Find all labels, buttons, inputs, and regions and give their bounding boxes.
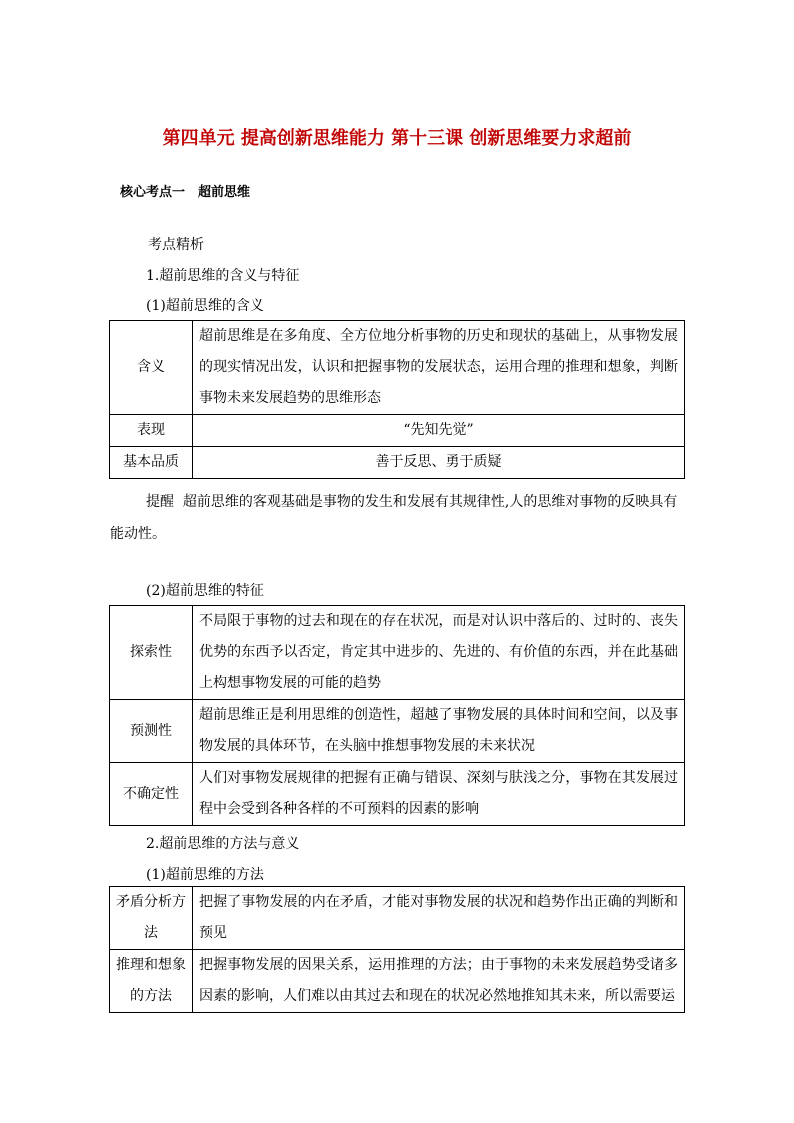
row-key: 含义 <box>110 321 193 415</box>
subheading-2a: (1)超前思维的方法 <box>146 867 264 883</box>
subheading-1: 1.超前思维的含义与特征 <box>146 268 300 284</box>
row-value: 超前思维是在多角度、全方位地分析事物的历史和现状的基础上，从事物发展的现实情况出发，认识和把握事物的发展状态，运用合理的推理和想象，判断事物未来发展趋势的思维形态 <box>193 321 685 415</box>
section-heading: 核心考点一 超前思维 <box>120 185 251 200</box>
row-key: 表现 <box>110 415 193 447</box>
methods-table <box>109 886 685 1013</box>
table-row <box>110 887 685 950</box>
row-key: 基本品质 <box>110 447 193 479</box>
table-row <box>110 700 685 763</box>
table-row <box>110 415 685 447</box>
row-value: 超前思维正是利用思维的创造性，超越了事物发展的具体时间和空间，以及事物发展的具体环节，在头脑中推想事物发展的未来状况 <box>193 700 685 763</box>
reminder-text: 超前思维的客观基础是事物的发生和发展有其规律性,人的思维对事物的反映具有能动性。 <box>110 494 678 542</box>
row-value: 人们对事物发展规律的把握有正确与错误、深刻与肤浅之分，事物在其发展过程中会受到各种各样的不可预料的因素的影响 <box>193 763 685 826</box>
table-row <box>110 321 685 415</box>
row-value: “先知先觉” <box>193 415 685 447</box>
reminder-note <box>110 486 686 550</box>
features-table <box>109 605 685 826</box>
row-key: 推理和想象的方法 <box>110 950 193 1013</box>
reminder-label: 提醒 <box>146 494 174 510</box>
page-title: 第四单元 提高创新思维能力 第十三课 创新思维要力求超前 <box>162 128 632 149</box>
row-value: 把握了事物发展的内在矛盾，才能对事物发展的状况和趋势作出正确的判断和预见 <box>193 887 685 950</box>
table-row <box>110 447 685 479</box>
row-key: 预测性 <box>110 700 193 763</box>
table-row <box>110 763 685 826</box>
row-value: 不局限于事物的过去和现在的存在状况，而是对认识中落后的、过时的、丧失优势的东西予以否定，肯定其中进步的、先进的、有价值的东西，并在此基础上构想事物发展的可能的趋势 <box>193 606 685 700</box>
row-key: 探索性 <box>110 606 193 700</box>
subheading-1b: (2)超前思维的特征 <box>146 583 264 599</box>
table-row <box>110 606 685 700</box>
analysis-label: 考点精析 <box>148 237 204 253</box>
row-key: 矛盾分析方法 <box>110 887 193 950</box>
subheading-2: 2.超前思维的方法与意义 <box>146 836 300 852</box>
meaning-table <box>109 320 685 479</box>
table-row <box>110 950 685 1013</box>
row-value: 善于反思、勇于质疑 <box>193 447 685 479</box>
subheading-1a: (1)超前思维的含义 <box>146 298 264 314</box>
row-value: 把握事物发展的因果关系，运用推理的方法；由于事物的未来发展趋势受诸多因素的影响，人们难以由其过去和现在的状况必然地推知其未来，所以需要运 <box>193 950 685 1013</box>
row-key: 不确定性 <box>110 763 193 826</box>
